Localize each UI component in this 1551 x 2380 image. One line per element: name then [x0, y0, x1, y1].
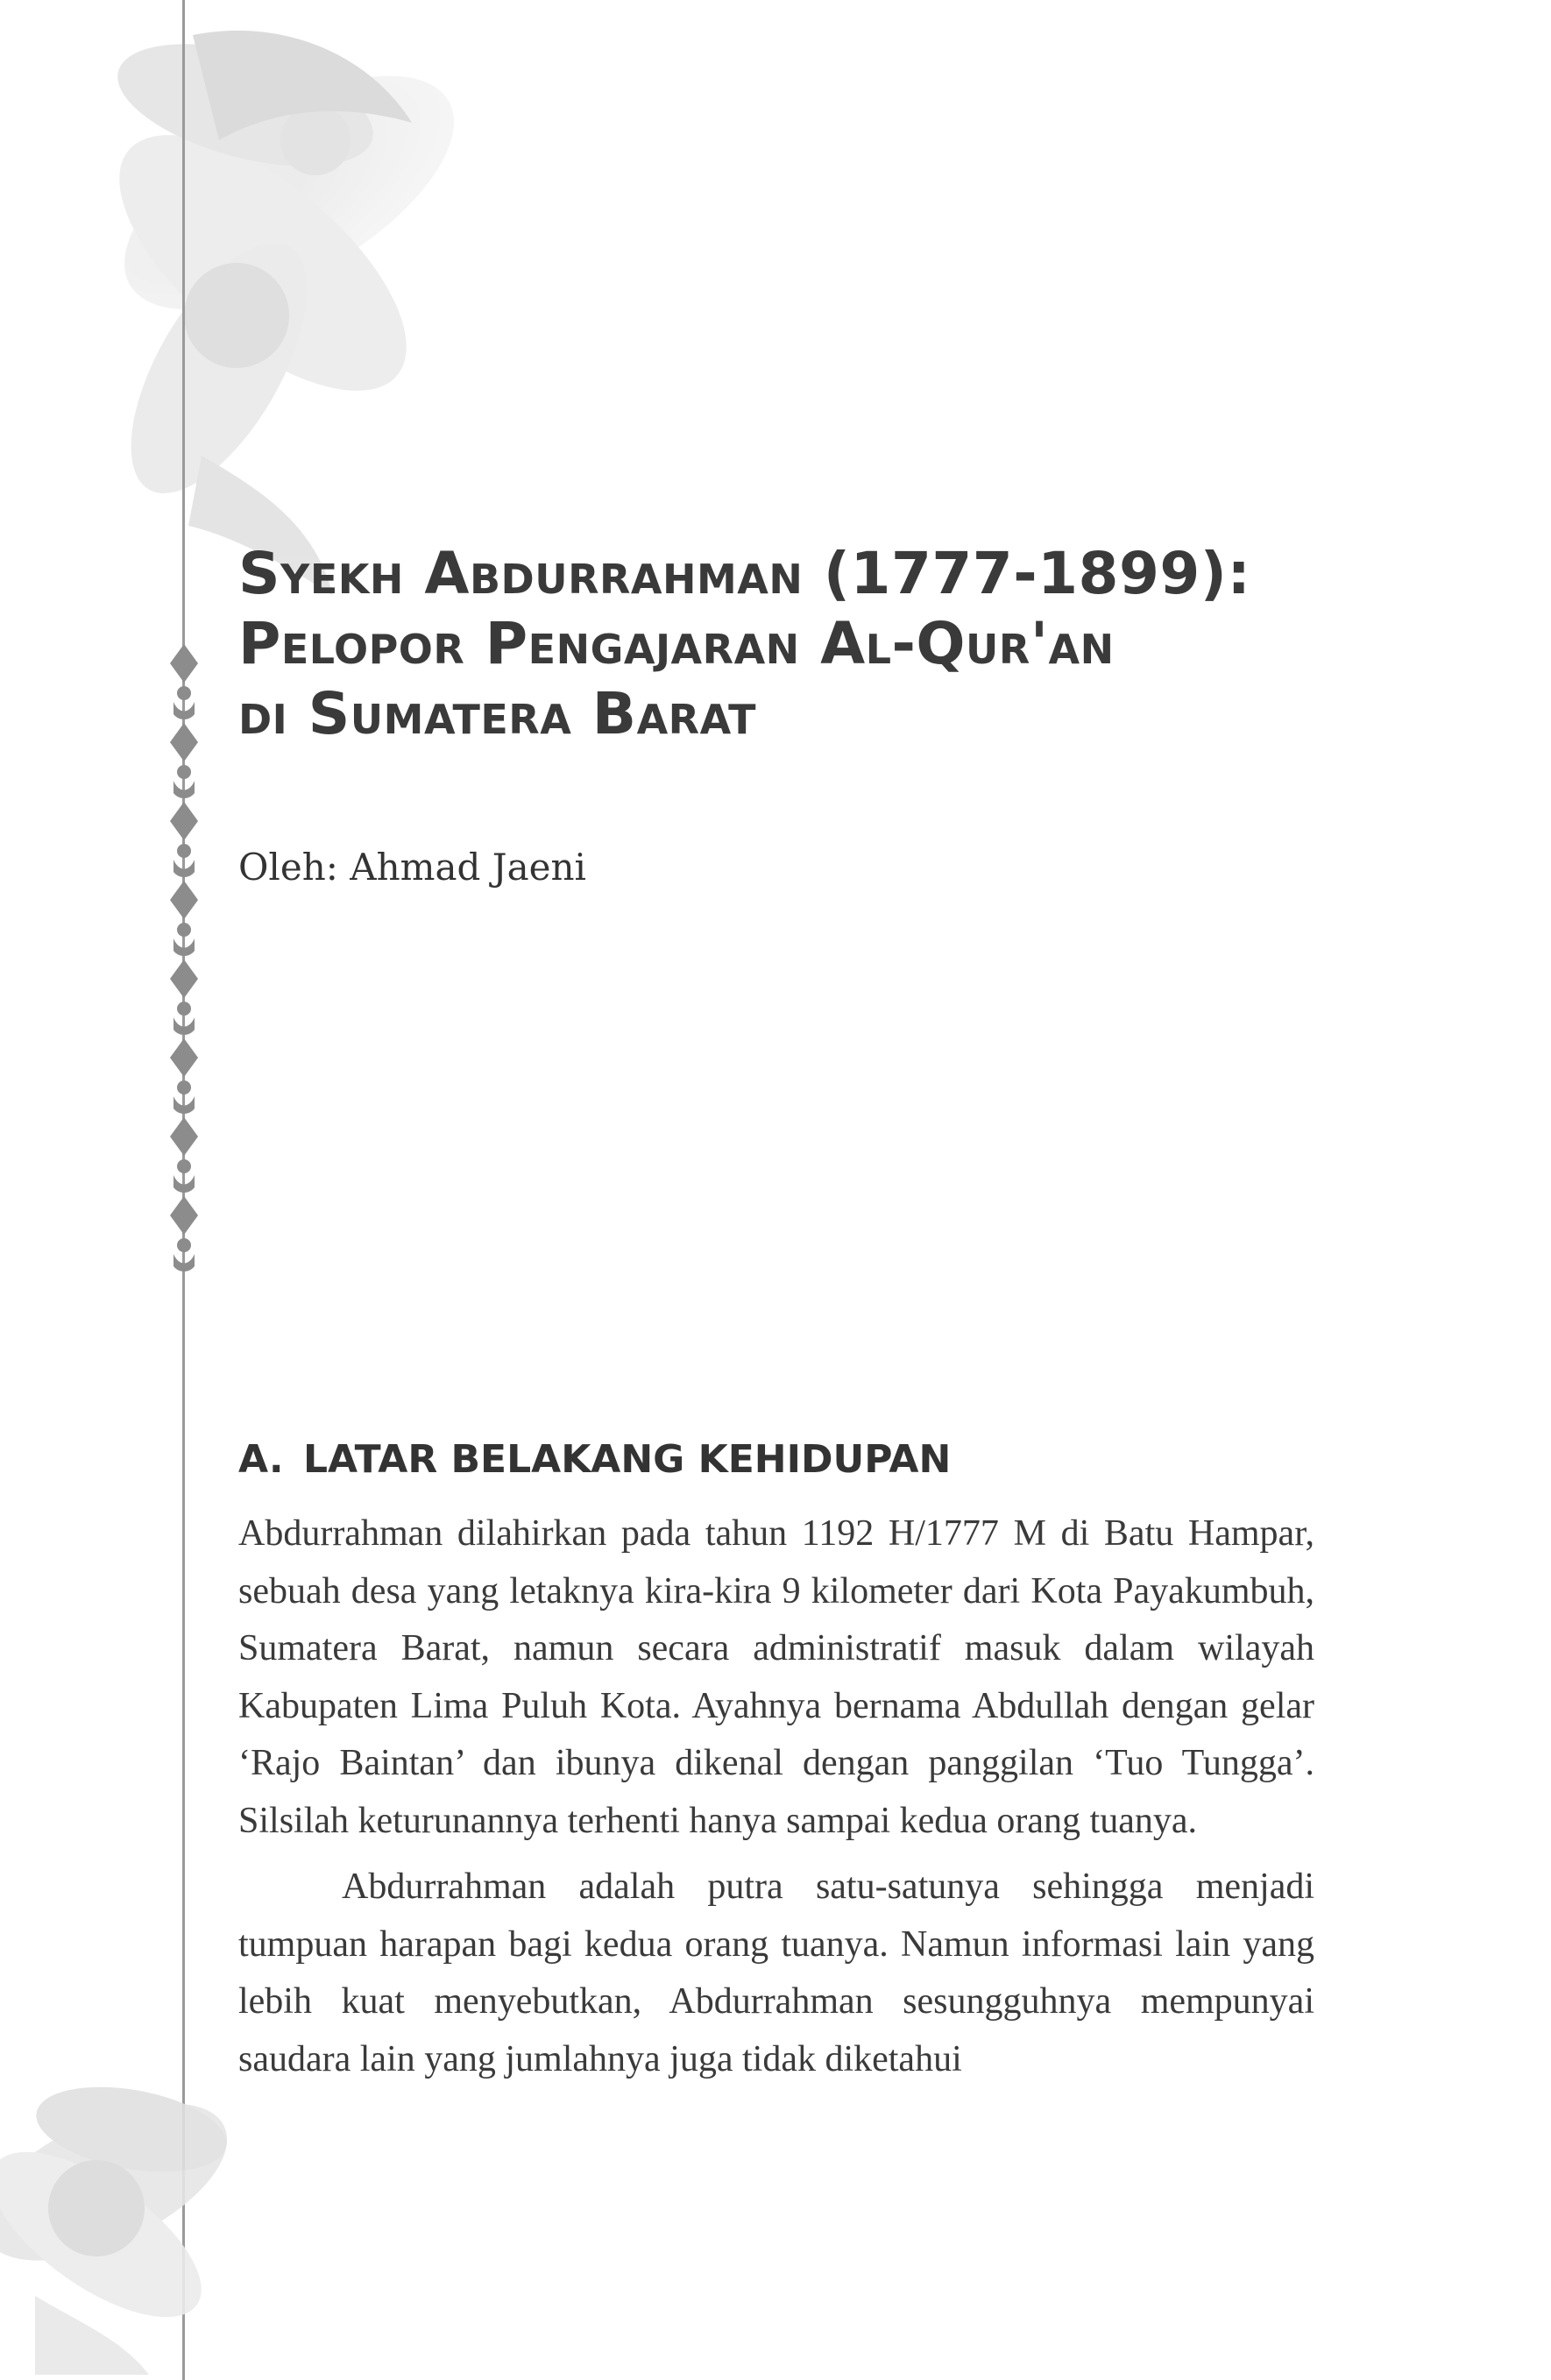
- title-line-3: di Sumatera Barat: [238, 680, 757, 747]
- section-title: LATAR BELAKANG KEHIDUPAN: [303, 1437, 952, 1482]
- ornamental-chain-icon: [158, 644, 210, 1293]
- body-text: [238, 1505, 1314, 2097]
- article-title: [238, 539, 1413, 749]
- author-byline: Oleh: Ahmad Jaeni: [238, 846, 586, 889]
- title-line-2: Pelopor Pengajaran Al-Qur'an: [238, 610, 1115, 677]
- paragraph-1: Abdurrahman dilahirkan pada tahun 1192 H/1777 M di Batu Hampar, sebuah desa yang letaknya kira-kira 9 kilometer dari Kota Payakumbuh, Sumatera Barat, namun secara administratif masuk dalam wilayah Kabupaten Lima Puluh Kota. Ayahnya bernama Abdullah dengan gelar ‘Rajo Baintan’ dan ibunya dikenal dengan panggilan ‘Tuo Tungga’. Silsilah keturunannya terhenti hanya sampai kedua orang tuanya.: [238, 1513, 1314, 1841]
- paragraph-2: Abdurrahman adalah putra satu-satunya sehingga menjadi tumpuan harapan bagi kedua orang tuanya. Namun informasi lain yang lebih kuat menyebutkan, Abdurrahman sesungguhnya mempunyai saudara lain yang jumlahnya juga tidak diketahui: [238, 1866, 1314, 2079]
- floral-ornament-icon: [0, 0, 491, 613]
- title-line-1: Syekh Abdurrahman (1777-1899):: [238, 540, 1251, 607]
- section-letter: A.: [238, 1437, 284, 1482]
- section-heading: [238, 1437, 951, 1482]
